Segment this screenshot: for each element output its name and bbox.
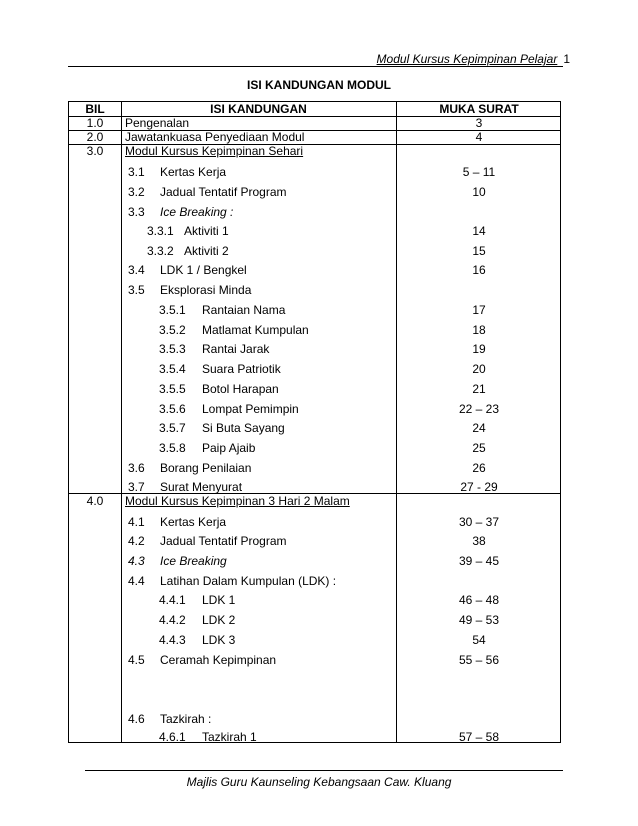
row-title: Pengenalan [125,116,190,130]
row-number: 4.4.3 [159,633,186,647]
row-number: 4.6 [128,712,145,726]
row-title: Matlamat Kumpulan [202,323,309,337]
row-number: 3.3.2 [147,244,174,258]
column-header-bil: BIL [85,102,105,116]
row-page: 14 [472,224,486,238]
row-title: Modul Kursus Kepimpinan 3 Hari 2 Malam [125,494,350,508]
row-number: 3.5.1 [159,303,186,317]
row-number: 4.2 [128,534,145,548]
row-title: Jawatankuasa Penyediaan Modul [125,130,305,144]
row-number: 3.5.4 [159,362,186,376]
row-title: Jadual Tentatif Program [160,534,287,548]
row-number: 3.5.3 [159,342,186,356]
row-number: 3.5.6 [159,402,186,416]
row-title: Lompat Pemimpin [202,402,299,416]
row-title: Botol Harapan [202,382,279,396]
row-number: 3.5.8 [159,441,186,455]
column-header-muka: MUKA SURAT [439,102,519,116]
row-title: Borang Penilaian [160,461,252,475]
row-number: 3.5.2 [159,323,186,337]
row-title: LDK 1 [202,593,236,607]
row-title: Tazkirah : [160,712,212,726]
page-header [377,52,570,66]
page-number: 1 [563,52,570,66]
row-number: 3.5.7 [159,421,186,435]
row-title: Tazkirah 1 [202,730,257,744]
row-number: 3.7 [128,480,145,494]
row-page: 49 – 53 [458,613,500,627]
row-bil: 3.0 [86,144,104,158]
row-page: 26 [472,461,486,475]
header-text: Modul Kursus Kepimpinan Pelajar [376,52,558,66]
row-page: 10 [472,185,486,199]
row-title: Ice Breaking [160,554,227,568]
row-number: 4.3 [128,554,145,568]
row-title: Suara Patriotik [202,362,281,376]
row-title: Modul Kursus Kepimpinan Sehari [125,144,304,158]
row-page: 24 [472,421,486,435]
column-divider [121,102,122,742]
row-title: LDK 2 [202,613,236,627]
row-page: 55 – 56 [458,653,500,667]
row-page: 30 – 37 [458,515,500,529]
row-title: Ice Breaking : [160,205,234,219]
row-title: LDK 3 [202,633,236,647]
row-title: Surat Menyurat [160,480,243,494]
row-number: 3.1 [128,165,145,179]
row-number: 3.3.1 [147,224,174,238]
row-title: Latihan Dalam Kumpulan (LDK) : [160,574,337,588]
contents-table [68,101,561,743]
row-page: 21 [472,382,486,396]
row-page: 20 [472,362,486,376]
row-number: 3.2 [128,185,145,199]
row-page: 16 [472,263,486,277]
row-title: Aktiviti 2 [184,244,229,258]
row-page: 39 – 45 [458,554,500,568]
row-title: LDK 1 / Bengkel [160,263,247,277]
row-number: 3.4 [128,263,145,277]
row-page: 3 [475,116,483,130]
footer-rule [85,770,563,771]
row-title: Eksplorasi Minda [160,283,252,297]
row-page: 57 – 58 [458,730,500,744]
page-footer: Majlis Guru Kaunseling Kebangsaan Caw. Kluang [186,775,452,789]
row-page: 25 [472,441,486,455]
row-title: Kertas Kerja [160,165,227,179]
row-bil: 1.0 [86,116,104,130]
row-title: Kertas Kerja [160,515,227,529]
row-number: 4.5 [128,653,145,667]
row-page: 54 [472,633,486,647]
row-title: Si Buta Sayang [202,421,285,435]
row-number: 4.4.2 [159,613,186,627]
row-number: 3.5.5 [159,382,186,396]
row-page: 15 [472,244,486,258]
row-bil: 2.0 [86,130,104,144]
row-title: Ceramah Kepimpinan [160,653,277,667]
row-number: 4.4 [128,574,145,588]
row-number: 3.5 [128,283,145,297]
row-number: 4.1 [128,515,145,529]
row-number: 4.6.1 [159,730,186,744]
row-page: 4 [475,130,483,144]
row-page: 46 – 48 [458,593,500,607]
row-title: Paip Ajaib [202,441,256,455]
row-page: 18 [472,323,486,337]
row-page: 22 – 23 [458,402,500,416]
row-number: 3.6 [128,461,145,475]
row-number: 4.4.1 [159,593,186,607]
document-title: ISI KANDUNGAN MODUL [247,78,391,92]
row-bil: 4.0 [86,494,104,508]
column-header-isi: ISI KANDUNGAN [210,102,307,116]
row-number: 3.3 [128,205,145,219]
row-page: 19 [472,342,486,356]
row-page: 38 [472,534,486,548]
row-title: Jadual Tentatif Program [160,185,287,199]
header-rule [68,66,563,67]
row-title: Rantaian Nama [202,303,286,317]
row-page: 27 - 29 [460,480,498,494]
row-title: Aktiviti 1 [184,224,229,238]
row-title: Rantai Jarak [202,342,270,356]
row-page: 17 [472,303,486,317]
row-page: 5 – 11 [462,165,496,179]
